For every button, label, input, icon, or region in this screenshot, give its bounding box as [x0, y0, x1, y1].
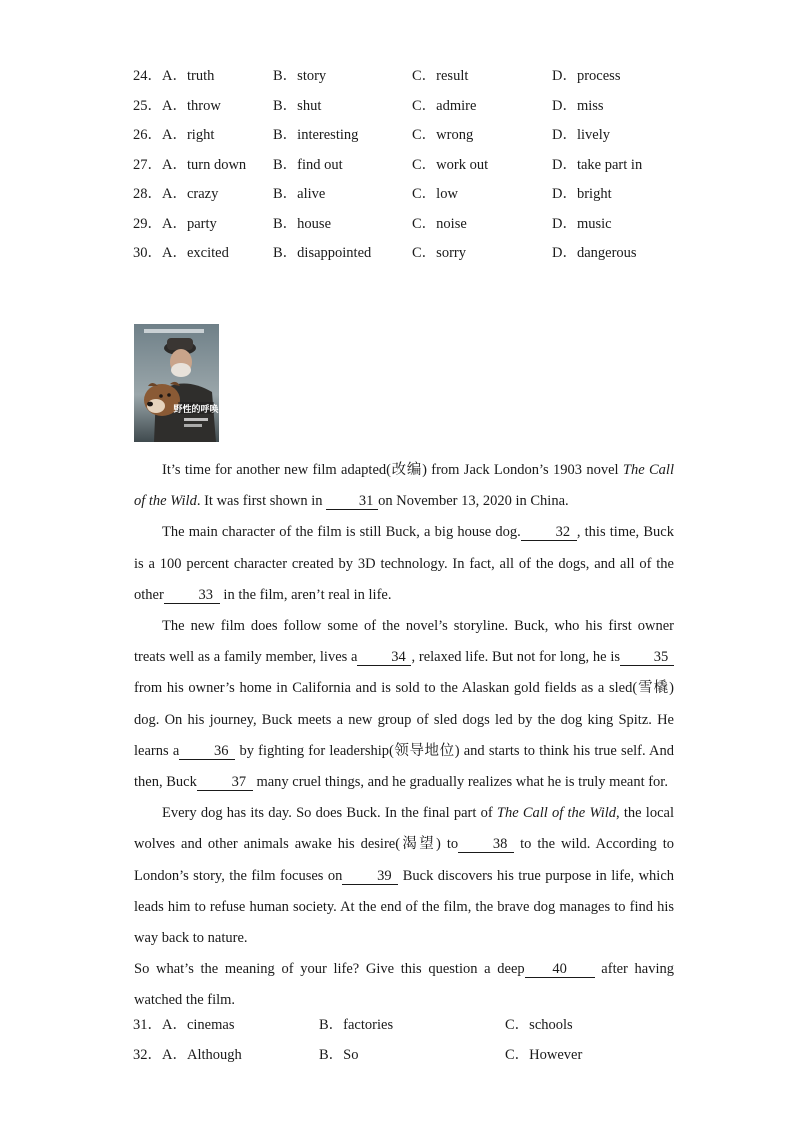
blank-38: 38 [458, 836, 514, 853]
blank-32: 32 [521, 524, 577, 541]
option-d: D．lively [552, 127, 610, 144]
option-c: C．However [505, 1046, 583, 1063]
option-b: B．disappointed [273, 245, 372, 262]
paragraph-3: The new film does follow some of the novel’s storyline. Buck, who his first owner treats well as a family member, lives a 34 , relaxed life. But not for long, he is 35 from his owner’s home in California and is sold to the Alaskan gold fields as a sled(雪橇) dog. On his journey, Buck meets a new group of sled dogs led by the dog king Spitz. He learns a 36 by fighting for leadership(领导地位) and starts to think his true self. And then, Buck 37 many cruel things, and he gradually realizes what he is truly meant for. [134, 618, 674, 791]
option-c: C．result [412, 68, 469, 85]
option-a: 31．A．cinemas [133, 1017, 235, 1034]
option-a: 26．A．right [133, 127, 215, 144]
option-c: C．wrong [412, 127, 474, 144]
option-a: 29．A．party [133, 215, 217, 232]
blank-40: 40 [525, 961, 595, 978]
option-d: D．dangerous [552, 245, 637, 262]
option-c: C．sorry [412, 245, 466, 262]
option-b: B．factories [319, 1017, 394, 1034]
question-row-24 [133, 60, 693, 90]
option-b: B．alive [273, 186, 326, 203]
poster-illustration [134, 324, 219, 442]
paragraph-1: It’s time for another new film adapted(改编) from Jack London’s 1903 novel The Call of the Wild. It was first shown in 31 on November 13, 2020 in China. [134, 462, 674, 510]
novel-title: The Call of the Wild [496, 805, 617, 822]
paragraph-4: Every dog has its day. So does Buck. In the final part of The Call of the Wild, the local wolves and other animals awake his desire(渴望) to 38 to the wild. According to London’s story, the film focuses on 39 Buck discovers his true purpose in life, which leads him to refuse human society. At the end of the film, the brave dog manages to find his way back to nature. [134, 805, 675, 947]
option-b: B．find out [273, 156, 343, 173]
option-d: D．bright [552, 186, 612, 203]
poster-title: 野性的呼唤 [173, 405, 219, 415]
option-d: D．process [552, 68, 621, 85]
question-row-28 [133, 178, 693, 208]
question-row-25 [133, 90, 693, 120]
question-row-31 [133, 1009, 693, 1039]
paragraph-5: So what’s the meaning of your life? Give this question a deep 40 after having watched the film. [134, 961, 674, 1009]
option-c: C．work out [412, 156, 489, 173]
answer-choices-24-30 [133, 60, 693, 267]
option-c: C．schools [505, 1017, 573, 1034]
question-row-30 [133, 237, 693, 267]
option-b: B．So [319, 1046, 359, 1063]
option-c: C．low [412, 186, 458, 203]
blank-36: 36 [179, 743, 235, 760]
question-row-26 [133, 119, 693, 149]
option-a: 27．A．turn down [133, 156, 247, 173]
blank-39: 39 [342, 868, 398, 885]
film-poster-image [134, 324, 219, 442]
novel-title: The Call of the Wild [134, 462, 674, 510]
option-d: D．take part in [552, 156, 643, 173]
option-b: B．story [273, 68, 327, 85]
option-b: B．shut [273, 97, 322, 114]
option-a: 30．A．excited [133, 245, 229, 262]
blank-37: 37 [197, 774, 253, 791]
blank-34: 34 [357, 649, 411, 666]
option-c: C．noise [412, 215, 467, 232]
option-a: 28．A．crazy [133, 186, 219, 203]
question-row-27 [133, 149, 693, 179]
blank-31: 31 [326, 493, 378, 510]
option-a: 32．A．Although [133, 1046, 242, 1063]
option-b: B．house [273, 215, 331, 232]
reading-passage [134, 455, 674, 1017]
question-row-29 [133, 208, 693, 238]
option-c: C．admire [412, 97, 477, 114]
blank-35: 35 [620, 649, 674, 666]
option-d: D．music [552, 215, 612, 232]
option-b: B．interesting [273, 127, 359, 144]
option-d: D．miss [552, 97, 604, 114]
paragraph-2: The main character of the film is still Buck, a big house dog. 32 , this time, Buck is a 100 percent character created by 3D technology. In fact, all of the dogs, and all of the other 33 in the film, aren’t real in life. [134, 524, 674, 603]
question-row-32 [133, 1039, 693, 1069]
answer-choices-31-32 [133, 1009, 693, 1068]
blank-33: 33 [164, 587, 220, 604]
option-a: 24．A．truth [133, 68, 215, 85]
option-a: 25．A．throw [133, 97, 221, 114]
